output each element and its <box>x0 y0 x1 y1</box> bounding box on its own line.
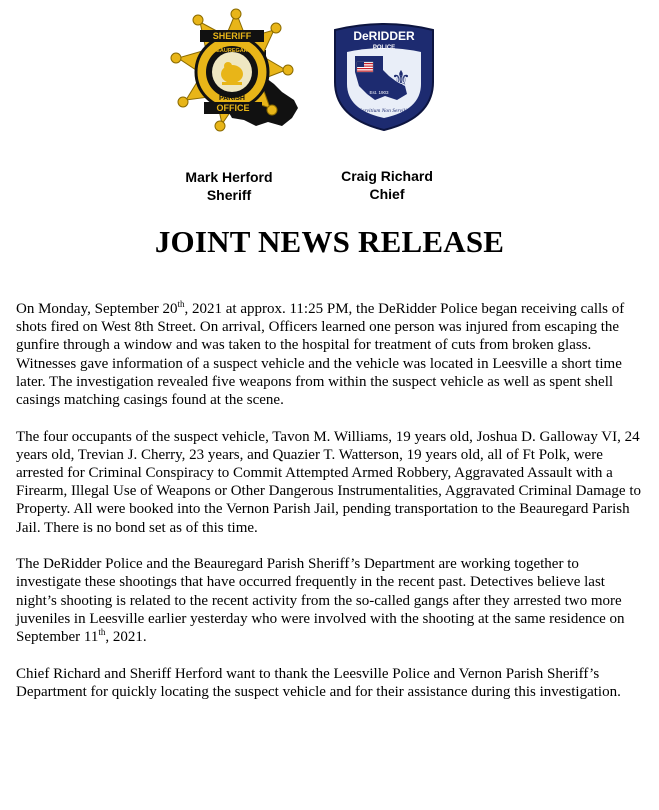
chief-name: Craig Richard <box>341 168 433 184</box>
sheriff-title: Sheriff <box>206 187 252 203</box>
deridder-police-shield-logo <box>333 22 435 132</box>
police-logo-top-text: DeRIDDER <box>353 29 415 43</box>
paragraph-investigation: The DeRidder Police and the Beauregard Parish Sheriff’s Department are working together to investigate these shootings that have occurred frequently in the recent past. Detectives believe last night’s shooting is related to the recent activity from the so-called gangs after they arrested two more juveniles in Leesville earlier yesterday who were involved with the shooting at the same residence on September 11th, 2021. <box>16 556 625 646</box>
release-body <box>16 300 642 719</box>
sheriff-official-block <box>160 168 298 204</box>
paragraph-incident: On Monday, September 20th, 2021 at approx. 11:25 PM, the DeRidder Police began receiving calls of shots fired on West 8th Street. On arrival, Officers learned one person was injured from escaping the gunfire through a window and was taken to the hospital for treatment of cuts from broken glass. Witnesses gave information of a suspect vehicle and the vehicle was located in Leesville a short time later. The investigation revealed five weapons from within the suspect vehicle as well as spent shell casings matching casings found at the scene. <box>16 299 625 409</box>
sheriff-name: Mark Herford <box>185 169 273 185</box>
police-logo-motto-text: Servitium Non Servilis <box>359 108 409 114</box>
police-logo-est-text: Est. 1903 <box>369 90 389 95</box>
police-logo-sub-text: POLICE <box>372 45 396 51</box>
sheriff-logo-ring-text: BEAUREGARD <box>212 48 252 54</box>
sheriff-logo-bottom-text: OFFICE <box>216 103 250 113</box>
american-flag-icon <box>357 62 373 72</box>
chief-official-block <box>318 167 456 203</box>
beauregard-sheriff-badge-logo <box>170 8 302 132</box>
sheriff-logo-middle-text: PARISH <box>219 95 245 102</box>
sheriff-logo-top-text: SHERIFF <box>212 31 252 41</box>
fleur-de-lis-icon: ⚜ <box>391 67 411 92</box>
chief-title: Chief <box>369 186 405 202</box>
release-title: JOINT NEWS RELEASE <box>154 224 505 259</box>
paragraph-arrests: The four occupants of the suspect vehicle, Tavon M. Williams, 19 years old, Joshua D. Galloway VI, 24 years old, Trevian J. Cherry, 23 years, and Quazier T. Watterson, 19 years old, all of Ft Polk, were arrested for Criminal Conspiracy to Commit Attempted Armed Robbery, Aggravated Assault with a Firearm, Illegal Use of Weapons or Other Dangerous Instrumentalities, Aggravated Criminal Damage to Property. All were booked into the Vernon Parish Jail, pending transportation to the Beauregard Parish Jail. There is no bond set as of this time. <box>16 428 642 536</box>
paragraph-thanks: Chief Richard and Sheriff Herford want to thank the Leesville Police and Vernon Parish Sheriff’s Department for quickly locating the suspect vehicle and for their assistance during this investigation. <box>16 665 621 700</box>
